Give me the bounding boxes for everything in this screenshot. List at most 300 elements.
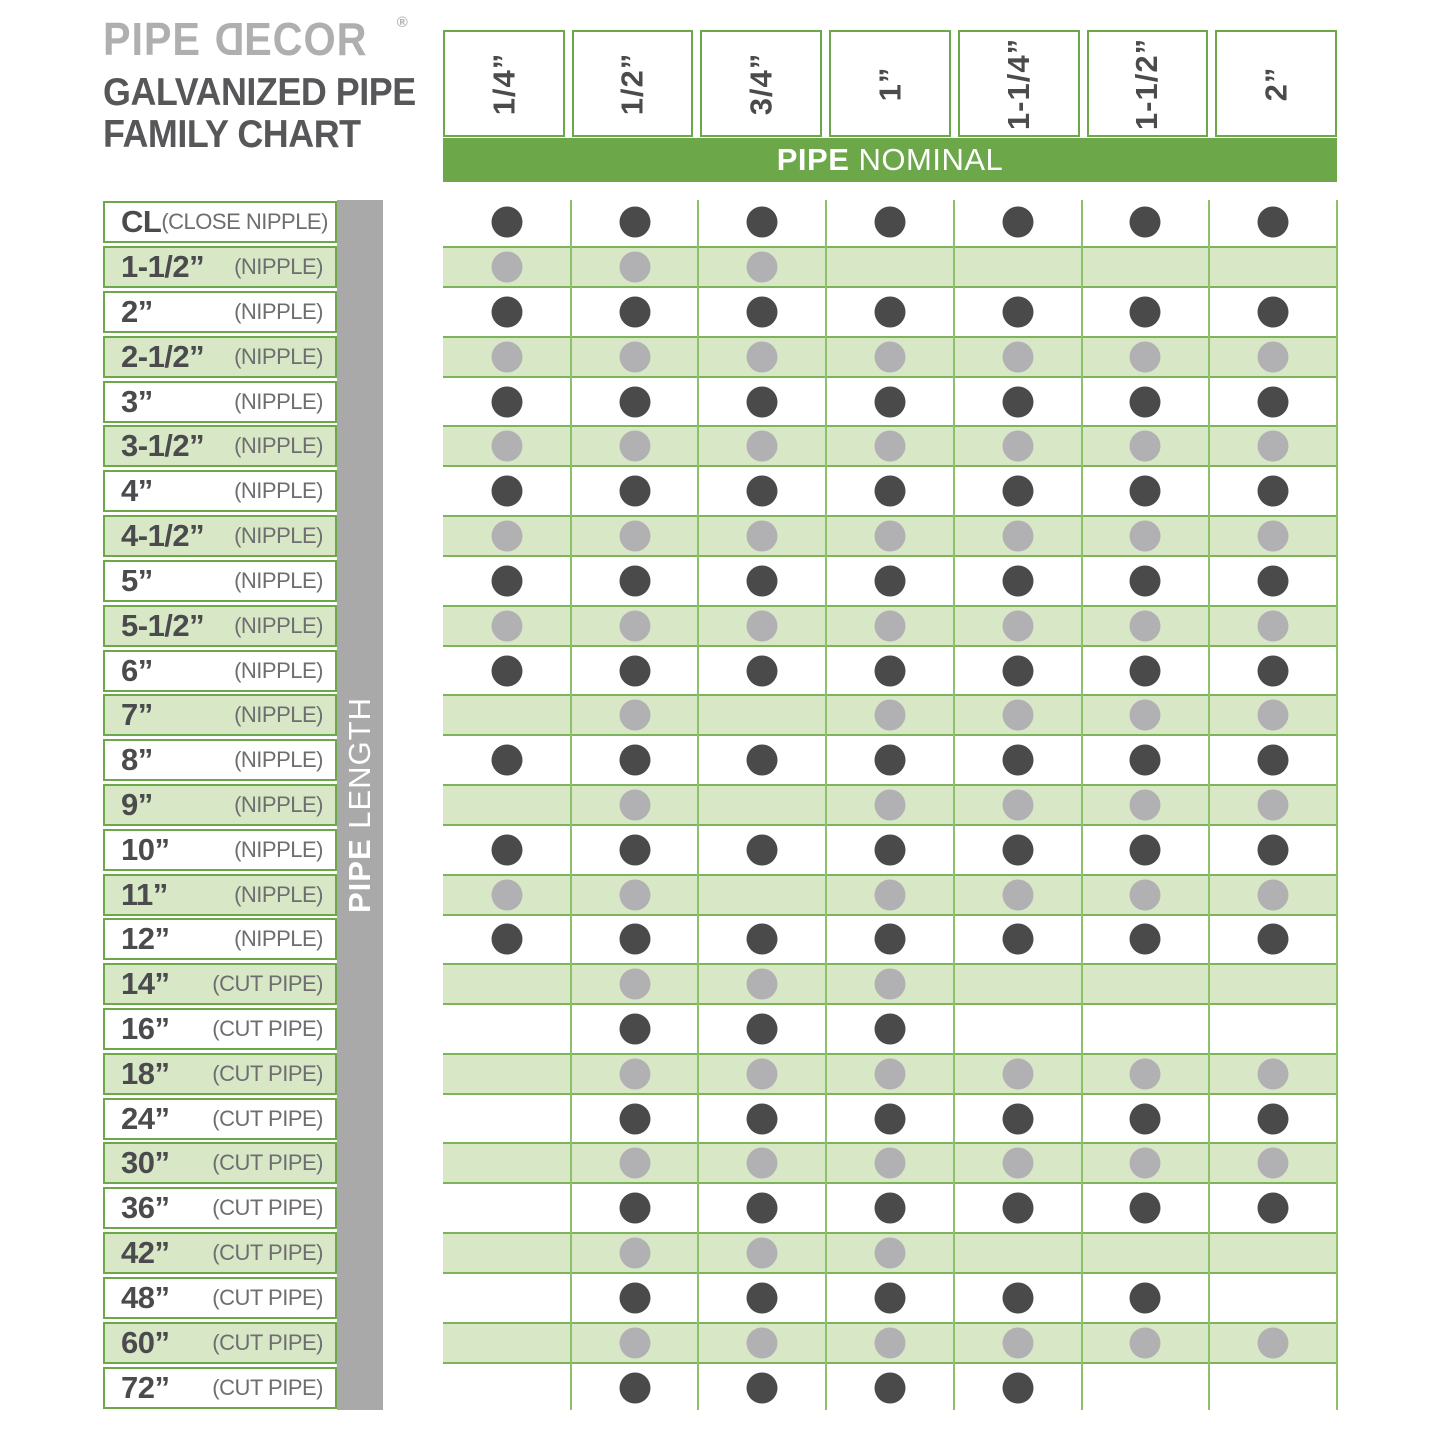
row-label-box xyxy=(103,918,337,960)
availability-dot xyxy=(747,431,778,462)
pipe-kind-note: (CUT PIPE) xyxy=(212,1240,323,1266)
availability-dot xyxy=(1002,1372,1033,1403)
pipe-kind-note: (NIPPLE) xyxy=(234,299,323,325)
availability-dot xyxy=(1258,745,1289,776)
row-label xyxy=(103,1365,337,1410)
availability-dot xyxy=(491,386,522,417)
availability-dot xyxy=(1258,834,1289,865)
availability-dot xyxy=(1002,834,1033,865)
availability-dot xyxy=(747,1148,778,1179)
column-header-label: 1/2” xyxy=(614,52,650,115)
availability-dot xyxy=(1002,789,1033,820)
availability-dot xyxy=(619,1103,650,1134)
row-label xyxy=(103,827,337,872)
availability-grid xyxy=(443,200,1337,1410)
availability-dot xyxy=(875,1372,906,1403)
availability-dot xyxy=(1130,431,1161,462)
availability-dot xyxy=(1130,924,1161,955)
pipe-length-value: 1-1/2” xyxy=(121,249,205,285)
grid-row xyxy=(443,603,1337,648)
row-label xyxy=(103,603,337,648)
row-label-box xyxy=(103,470,337,512)
pipe-length-value: 30” xyxy=(121,1145,170,1181)
availability-dot xyxy=(619,655,650,686)
pipe-length-band xyxy=(337,200,383,1410)
row-label xyxy=(103,514,337,559)
availability-dot xyxy=(1002,1327,1033,1358)
grid-row xyxy=(443,469,1337,514)
brand-logo: PIPE DECOR xyxy=(103,13,368,65)
availability-dot xyxy=(875,476,906,507)
availability-dot xyxy=(747,476,778,507)
pipe-kind-note: (CUT PIPE) xyxy=(212,1060,323,1086)
grid-column-line xyxy=(570,200,572,1410)
availability-dot xyxy=(619,386,650,417)
availability-dot xyxy=(875,1193,906,1224)
pipe-length-value: 10” xyxy=(121,831,170,867)
availability-dot xyxy=(1130,207,1161,238)
row-label-box xyxy=(103,963,337,1005)
availability-dot xyxy=(747,969,778,1000)
row-label xyxy=(103,334,337,379)
grid-row xyxy=(443,200,1337,245)
availability-dot xyxy=(875,789,906,820)
availability-dot xyxy=(1130,655,1161,686)
availability-dot xyxy=(747,1327,778,1358)
grid-row xyxy=(443,1141,1337,1186)
pipe-kind-note: (NIPPLE) xyxy=(234,523,323,549)
pipe-length-value: 4-1/2” xyxy=(121,518,205,554)
availability-dot xyxy=(1002,1103,1033,1134)
row-label xyxy=(103,783,337,828)
grid-row xyxy=(443,1007,1337,1052)
availability-dot xyxy=(1258,565,1289,596)
grid-row xyxy=(443,693,1337,738)
grid-row xyxy=(443,1051,1337,1096)
row-labels xyxy=(103,200,337,1410)
row-label-box xyxy=(103,291,337,333)
availability-dot xyxy=(1258,1148,1289,1179)
availability-dot xyxy=(1002,655,1033,686)
pipe-kind-note: (CLOSE NIPPLE) xyxy=(161,209,328,235)
column-header xyxy=(958,30,1080,137)
column-header-label: 1-1/4” xyxy=(1000,37,1036,130)
availability-dot xyxy=(747,1014,778,1045)
availability-dot xyxy=(1130,700,1161,731)
row-label-box xyxy=(103,515,337,557)
availability-dot xyxy=(1002,207,1033,238)
grid-column-line xyxy=(1208,200,1210,1410)
availability-dot xyxy=(747,386,778,417)
availability-dot xyxy=(875,610,906,641)
pipe-kind-note: (CUT PIPE) xyxy=(212,1329,323,1355)
availability-dot xyxy=(619,565,650,596)
row-label xyxy=(103,693,337,738)
availability-dot xyxy=(491,476,522,507)
grid-row xyxy=(443,1231,1337,1276)
row-label xyxy=(103,559,337,604)
availability-dot xyxy=(875,745,906,776)
column-header xyxy=(443,30,565,137)
column-header-label: 3/4” xyxy=(743,52,779,115)
availability-dot xyxy=(1002,610,1033,641)
row-label xyxy=(103,200,337,245)
availability-dot xyxy=(1258,789,1289,820)
availability-dot xyxy=(1258,1193,1289,1224)
grid-column-line xyxy=(953,200,955,1410)
availability-dot xyxy=(1258,1103,1289,1134)
row-label-box xyxy=(103,246,337,288)
column-header-label: 1” xyxy=(872,66,908,101)
row-label-box xyxy=(103,1142,337,1184)
pipe-kind-note: (CUT PIPE) xyxy=(212,971,323,997)
availability-dot xyxy=(619,610,650,641)
availability-dot xyxy=(1002,565,1033,596)
pipe-kind-note: (NIPPLE) xyxy=(234,747,323,773)
availability-dot xyxy=(1130,1282,1161,1313)
row-label xyxy=(103,245,337,290)
row-label-box xyxy=(103,784,337,826)
availability-dot xyxy=(619,1282,650,1313)
row-label-box xyxy=(103,739,337,781)
availability-dot xyxy=(491,252,522,283)
pipe-length-value: 2” xyxy=(121,294,153,330)
pipe-length-value: 24” xyxy=(121,1100,170,1136)
pipe-nominal-bold: PIPE xyxy=(776,142,850,177)
chart-title-line1: GALVANIZED PIPE xyxy=(103,71,416,114)
pipe-length-value: 7” xyxy=(121,697,153,733)
row-label xyxy=(103,1141,337,1186)
column-header-label: 1/4” xyxy=(485,52,521,115)
pipe-kind-note: (CUT PIPE) xyxy=(212,1105,323,1131)
pipe-length-value: 12” xyxy=(121,921,170,957)
availability-dot xyxy=(1130,565,1161,596)
availability-dot xyxy=(1130,610,1161,641)
row-stripe xyxy=(443,246,1337,288)
availability-dot xyxy=(1258,655,1289,686)
availability-dot xyxy=(1002,476,1033,507)
row-label xyxy=(103,1231,337,1276)
availability-dot xyxy=(1258,341,1289,372)
availability-dot xyxy=(875,386,906,417)
availability-dot xyxy=(491,655,522,686)
availability-dot xyxy=(875,655,906,686)
availability-dot xyxy=(619,1058,650,1089)
pipe-length-value: 8” xyxy=(121,742,153,778)
availability-dot xyxy=(1002,297,1033,328)
availability-dot xyxy=(1130,879,1161,910)
row-label xyxy=(103,917,337,962)
pipe-length-value: 11” xyxy=(121,876,168,912)
availability-dot xyxy=(619,834,650,865)
availability-dot xyxy=(1002,1193,1033,1224)
pipe-kind-note: (NIPPLE) xyxy=(234,343,323,369)
availability-dot xyxy=(619,1372,650,1403)
pipe-length-value: 60” xyxy=(121,1324,170,1360)
pipe-kind-note: (CUT PIPE) xyxy=(212,1284,323,1310)
availability-dot xyxy=(619,341,650,372)
row-label-box xyxy=(103,1098,337,1140)
pipe-nominal-rest: NOMINAL xyxy=(858,142,1004,177)
pipe-length-value: 14” xyxy=(121,966,170,1002)
chart-title-line2: FAMILY CHART xyxy=(103,113,361,156)
availability-dot xyxy=(875,1148,906,1179)
availability-dot xyxy=(747,1193,778,1224)
pipe-length-value: 18” xyxy=(121,1055,170,1091)
row-label-box xyxy=(103,560,337,602)
pipe-kind-note: (NIPPLE) xyxy=(234,836,323,862)
grid-column-line xyxy=(1336,200,1338,1410)
availability-dot xyxy=(491,565,522,596)
pipe-length-value: 9” xyxy=(121,786,153,822)
row-label xyxy=(103,1320,337,1365)
availability-dot xyxy=(875,565,906,596)
availability-dot xyxy=(1130,1148,1161,1179)
availability-dot xyxy=(875,879,906,910)
row-label xyxy=(103,379,337,424)
availability-dot xyxy=(875,1282,906,1313)
availability-dot xyxy=(747,610,778,641)
row-label-box xyxy=(103,336,337,378)
availability-dot xyxy=(875,834,906,865)
column-header xyxy=(1215,30,1337,137)
column-header xyxy=(700,30,822,137)
pipe-kind-note: (NIPPLE) xyxy=(234,881,323,907)
grid-row xyxy=(443,648,1337,693)
pipe-length-value: 42” xyxy=(121,1235,170,1271)
grid-row xyxy=(443,738,1337,783)
grid-column-line xyxy=(697,200,699,1410)
availability-dot xyxy=(619,1193,650,1224)
pipe-length-value: CL xyxy=(121,204,162,240)
row-label-box xyxy=(103,694,337,736)
availability-dot xyxy=(619,431,650,462)
availability-dot xyxy=(1130,1058,1161,1089)
grid-row xyxy=(443,379,1337,424)
pipe-kind-note: (CUT PIPE) xyxy=(212,1150,323,1176)
row-label-box xyxy=(103,381,337,423)
availability-dot xyxy=(747,565,778,596)
grid-row xyxy=(443,783,1337,828)
grid-column-line xyxy=(825,200,827,1410)
availability-dot xyxy=(619,745,650,776)
row-label-box xyxy=(103,605,337,647)
availability-dot xyxy=(747,924,778,955)
availability-dot xyxy=(619,969,650,1000)
row-label-box xyxy=(103,201,337,243)
column-headers xyxy=(443,30,1337,137)
row-label xyxy=(103,1096,337,1141)
availability-dot xyxy=(491,834,522,865)
pipe-length-value: 36” xyxy=(121,1190,170,1226)
pipe-length-value: 2-1/2” xyxy=(121,338,205,374)
availability-dot xyxy=(1130,521,1161,552)
pipe-kind-note: (NIPPLE) xyxy=(234,388,323,414)
availability-dot xyxy=(1130,1327,1161,1358)
availability-dot xyxy=(1130,789,1161,820)
row-label-box xyxy=(103,1232,337,1274)
availability-dot xyxy=(619,252,650,283)
availability-dot xyxy=(747,1238,778,1269)
row-label xyxy=(103,424,337,469)
availability-dot xyxy=(1130,341,1161,372)
availability-dot xyxy=(1258,700,1289,731)
pipe-length-value: 4” xyxy=(121,473,153,509)
availability-dot xyxy=(1002,745,1033,776)
availability-dot xyxy=(491,341,522,372)
pipe-kind-note: (CUT PIPE) xyxy=(212,1016,323,1042)
availability-dot xyxy=(619,924,650,955)
availability-dot xyxy=(619,1327,650,1358)
row-label-box xyxy=(103,1367,337,1409)
row-label xyxy=(103,1007,337,1052)
availability-dot xyxy=(1002,521,1033,552)
availability-dot xyxy=(619,879,650,910)
grid-row xyxy=(443,290,1337,335)
row-label xyxy=(103,1186,337,1231)
availability-dot xyxy=(1002,341,1033,372)
row-label-box xyxy=(103,425,337,467)
grid-row xyxy=(443,424,1337,469)
availability-dot xyxy=(1130,745,1161,776)
availability-dot xyxy=(875,207,906,238)
row-label xyxy=(103,1051,337,1096)
availability-dot xyxy=(875,1014,906,1045)
grid-row xyxy=(443,917,1337,962)
availability-dot xyxy=(1258,924,1289,955)
availability-dot xyxy=(747,207,778,238)
grid-row xyxy=(443,559,1337,604)
availability-dot xyxy=(619,476,650,507)
availability-dot xyxy=(875,924,906,955)
grid-row xyxy=(443,245,1337,290)
availability-dot xyxy=(619,700,650,731)
pipe-kind-note: (NIPPLE) xyxy=(234,702,323,728)
grid-row xyxy=(443,1365,1337,1410)
availability-dot xyxy=(619,297,650,328)
availability-dot xyxy=(747,834,778,865)
availability-dot xyxy=(491,610,522,641)
availability-dot xyxy=(1258,476,1289,507)
pipe-kind-note: (NIPPLE) xyxy=(234,612,323,638)
availability-dot xyxy=(1258,1327,1289,1358)
availability-dot xyxy=(875,1238,906,1269)
availability-dot xyxy=(747,655,778,686)
availability-dot xyxy=(747,341,778,372)
availability-dot xyxy=(747,1372,778,1403)
brand-block xyxy=(103,12,443,156)
availability-dot xyxy=(875,1103,906,1134)
pipe-kind-note: (NIPPLE) xyxy=(234,433,323,459)
row-label xyxy=(103,1276,337,1321)
availability-dot xyxy=(1002,1058,1033,1089)
availability-dot xyxy=(1002,879,1033,910)
pipe-kind-note: (CUT PIPE) xyxy=(212,1195,323,1221)
availability-dot xyxy=(1002,700,1033,731)
availability-dot xyxy=(1258,207,1289,238)
grid-row xyxy=(443,514,1337,559)
availability-dot xyxy=(1002,924,1033,955)
grid-row xyxy=(443,334,1337,379)
availability-dot xyxy=(619,1014,650,1045)
availability-dot xyxy=(491,745,522,776)
row-label-box xyxy=(103,1053,337,1095)
availability-dot xyxy=(1258,521,1289,552)
availability-dot xyxy=(619,207,650,238)
row-label xyxy=(103,290,337,335)
availability-dot xyxy=(747,252,778,283)
availability-dot xyxy=(491,297,522,328)
row-label xyxy=(103,648,337,693)
availability-dot xyxy=(1258,1058,1289,1089)
availability-dot xyxy=(1130,834,1161,865)
availability-dot xyxy=(875,341,906,372)
availability-dot xyxy=(1002,386,1033,417)
row-label-box xyxy=(103,1187,337,1229)
pipe-kind-note: (NIPPLE) xyxy=(234,926,323,952)
availability-dot xyxy=(491,431,522,462)
pipe-length-value: 5” xyxy=(121,562,153,598)
availability-dot xyxy=(1258,879,1289,910)
availability-dot xyxy=(619,789,650,820)
availability-dot xyxy=(491,924,522,955)
pipe-length-bold: PIPE xyxy=(342,838,377,914)
grid-row xyxy=(443,1096,1337,1141)
availability-dot xyxy=(1130,386,1161,417)
availability-dot xyxy=(491,207,522,238)
availability-dot xyxy=(619,1148,650,1179)
availability-dot xyxy=(747,297,778,328)
availability-dot xyxy=(619,1238,650,1269)
availability-dot xyxy=(1258,431,1289,462)
row-label-box xyxy=(103,1277,337,1319)
registered-mark-icon: ® xyxy=(396,14,408,31)
availability-dot xyxy=(619,521,650,552)
availability-dot xyxy=(875,521,906,552)
row-label-box xyxy=(103,829,337,871)
grid-row xyxy=(443,827,1337,872)
availability-dot xyxy=(1258,297,1289,328)
grid-column-line xyxy=(1081,200,1083,1410)
pipe-kind-note: (NIPPLE) xyxy=(234,657,323,683)
row-label-box xyxy=(103,1008,337,1050)
column-header xyxy=(1087,30,1209,137)
availability-dot xyxy=(747,1282,778,1313)
pipe-length-text xyxy=(342,697,378,913)
availability-dot xyxy=(1002,1282,1033,1313)
availability-dot xyxy=(1130,476,1161,507)
pipe-kind-note: (NIPPLE) xyxy=(234,791,323,817)
pipe-kind-note: (NIPPLE) xyxy=(234,254,323,280)
column-header xyxy=(572,30,694,137)
grid-row xyxy=(443,872,1337,917)
availability-dot xyxy=(1130,1103,1161,1134)
row-label xyxy=(103,738,337,783)
availability-dot xyxy=(1130,297,1161,328)
availability-dot xyxy=(1130,1193,1161,1224)
grid-row xyxy=(443,1186,1337,1231)
row-label xyxy=(103,872,337,917)
row-label xyxy=(103,962,337,1007)
column-header-label: 1-1/2” xyxy=(1129,37,1165,130)
row-label-box xyxy=(103,874,337,916)
column-header-label: 2” xyxy=(1258,66,1294,101)
pipe-nominal-band xyxy=(443,138,1337,182)
pipe-length-value: 6” xyxy=(121,652,153,688)
availability-dot xyxy=(491,521,522,552)
availability-dot xyxy=(875,297,906,328)
row-label-box xyxy=(103,1322,337,1364)
